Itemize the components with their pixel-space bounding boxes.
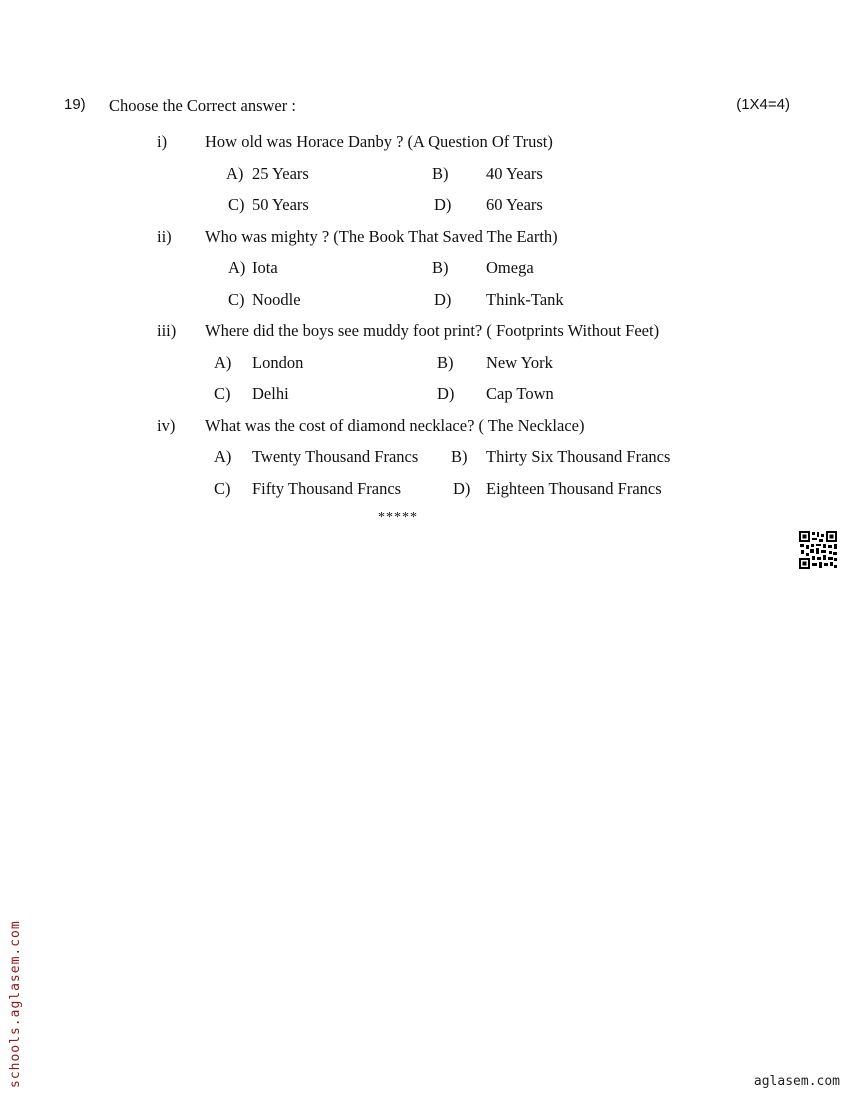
option-label: A): [214, 447, 232, 466]
subquestion-number: iii): [157, 321, 177, 340]
subquestion-i: [0, 132, 850, 154]
option-text: London: [252, 353, 304, 372]
subquestion-number: i): [157, 132, 168, 151]
option-text: Iota: [252, 258, 278, 277]
option-label: D): [453, 479, 471, 498]
option-label: A): [228, 258, 246, 277]
option-text: 40 Years: [486, 164, 543, 183]
option-label: D): [434, 290, 452, 309]
options-row: [0, 195, 850, 217]
option-text: Omega: [486, 258, 534, 277]
qr-code-icon: [798, 530, 838, 570]
option-label: D): [434, 195, 452, 214]
option-label: D): [437, 384, 455, 403]
option-text: Eighteen Thousand Francs: [486, 479, 662, 498]
option-label: B): [432, 164, 449, 183]
options-row: [0, 447, 850, 469]
option-label: B): [432, 258, 449, 277]
subquestion-text: Where did the boys see muddy foot print? ( Footprints Without Feet): [205, 321, 660, 340]
subquestion-number: iv): [157, 416, 176, 435]
subquestion-text: Who was mighty ? (The Book That Saved The Earth): [205, 227, 558, 246]
option-text: Think-Tank: [486, 290, 564, 309]
end-of-section-mark: *****: [378, 510, 418, 525]
question-number: 19): [64, 96, 86, 113]
option-text: Noodle: [252, 290, 301, 309]
side-watermark: schools.aglasem.com: [8, 920, 23, 1088]
footer-watermark: aglasem.com: [753, 1074, 840, 1089]
options-row: [0, 384, 850, 406]
option-text: Thirty Six Thousand Francs: [486, 447, 671, 466]
question-marks: (1X4=4): [736, 96, 790, 113]
option-text: New York: [486, 353, 553, 372]
subquestion-iii: [0, 321, 850, 343]
option-text: 50 Years: [252, 195, 309, 214]
option-text: Delhi: [252, 384, 289, 403]
option-label: C): [214, 479, 231, 498]
option-text: Twenty Thousand Francs: [252, 447, 419, 466]
subquestion-iv: [0, 416, 850, 438]
option-label: A): [226, 164, 244, 183]
subquestion-number: ii): [157, 227, 172, 246]
options-row: [0, 290, 850, 312]
subquestion-text: What was the cost of diamond necklace? ( The Necklace): [205, 416, 585, 435]
option-label: C): [214, 384, 231, 403]
options-row: [0, 164, 850, 186]
option-text: Cap Town: [486, 384, 554, 403]
subquestion-text: How old was Horace Danby ? (A Question Of Trust): [205, 132, 553, 151]
options-row: [0, 479, 850, 501]
option-label: B): [437, 353, 454, 372]
question-title: Choose the Correct answer :: [109, 96, 296, 115]
option-label: C): [228, 195, 245, 214]
options-row: [0, 258, 850, 280]
option-text: 25 Years: [252, 164, 309, 183]
option-label: C): [228, 290, 245, 309]
option-text: 60 Years: [486, 195, 543, 214]
option-label: A): [214, 353, 232, 372]
options-row: [0, 353, 850, 375]
option-label: B): [451, 447, 468, 466]
subquestion-ii: [0, 227, 850, 249]
option-text: Fifty Thousand Francs: [252, 479, 402, 498]
question-header: [64, 96, 790, 120]
